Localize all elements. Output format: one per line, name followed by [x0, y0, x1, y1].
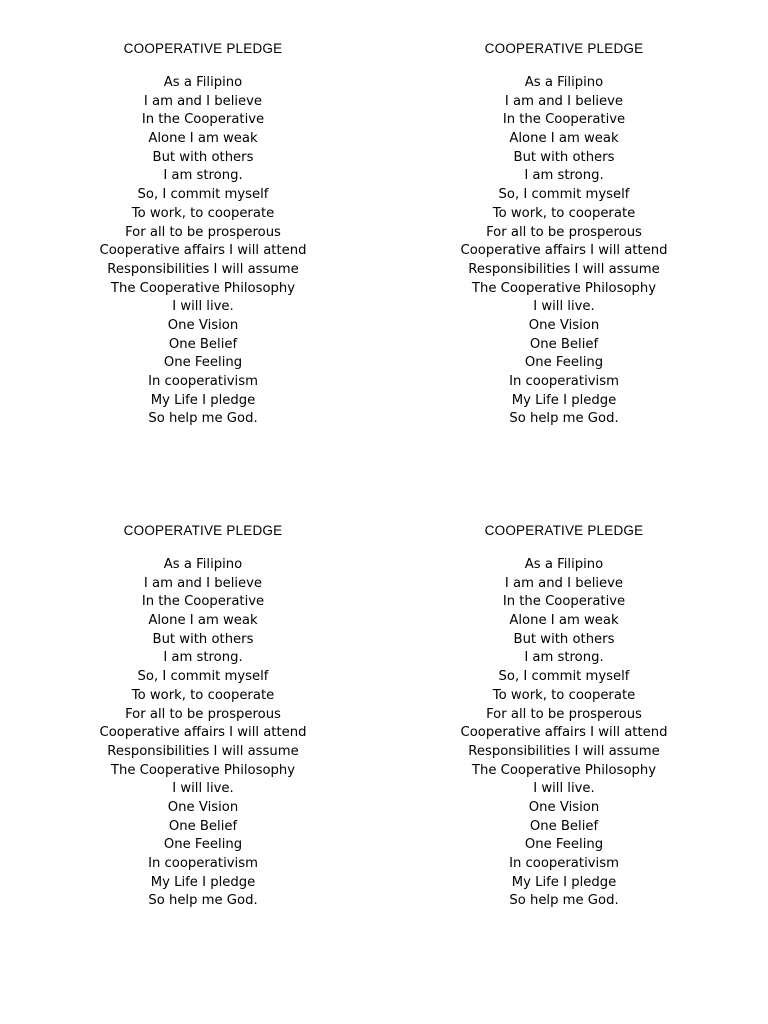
pledge-line: One Belief [168, 336, 238, 352]
pledge-line: Cooperative affairs I will attend [99, 243, 307, 259]
pledge-line: Alone I am weak [148, 613, 258, 629]
pledge-body [33, 74, 373, 429]
pledge-line: In the Cooperative [502, 594, 626, 610]
pledge-line: Responsibilities I will assume [107, 743, 299, 759]
pledge-line: So help me God. [509, 411, 619, 427]
pledge-line: My Life I pledge [150, 874, 256, 890]
pledge-line: Alone I am weak [509, 131, 619, 147]
pledge-line: I am and I believe [504, 93, 624, 109]
pledge-line: I am strong. [163, 650, 243, 666]
pledge-line: I will live. [533, 781, 595, 797]
pledge-line: So, I commit myself [137, 669, 269, 685]
pledge-body [394, 74, 734, 429]
pledge-line: Alone I am weak [148, 131, 258, 147]
pledge-line: Cooperative affairs I will attend [460, 725, 668, 741]
pledge-line: So, I commit myself [498, 669, 630, 685]
pledge-line: One Vision [528, 799, 600, 815]
pledge-title: COOPERATIVE PLEDGE [123, 41, 283, 56]
pledge-title: COOPERATIVE PLEDGE [484, 523, 644, 538]
pledge-line: I am and I believe [143, 575, 263, 591]
pledge-line: Cooperative affairs I will attend [99, 725, 307, 741]
pledge-line: In the Cooperative [502, 112, 626, 128]
pledge-line: One Belief [529, 818, 599, 834]
pledge-line: So help me God. [148, 893, 258, 909]
pledge-line: As a Filipino [163, 557, 243, 572]
pledge-line: But with others [513, 631, 615, 647]
pledge-line: In cooperativism [509, 374, 619, 389]
pledge-line: My Life I pledge [511, 392, 617, 408]
pledge-title: COOPERATIVE PLEDGE [123, 523, 283, 538]
pledge-line: But with others [152, 149, 254, 165]
pledge-line: But with others [513, 149, 615, 165]
pledge-line: In cooperativism [148, 374, 258, 389]
pledge-line: One Feeling [524, 837, 604, 853]
pledge-line: My Life I pledge [150, 392, 256, 408]
pledge-line: To work, to cooperate [492, 205, 636, 221]
pledge-line: As a Filipino [524, 75, 604, 90]
pledge-line: My Life I pledge [511, 874, 617, 890]
pledge-line: The Cooperative Philosophy [110, 280, 296, 296]
pledge-line: As a Filipino [524, 557, 604, 572]
pledge-line: So, I commit myself [137, 187, 269, 203]
pledge-line: One Feeling [163, 355, 243, 371]
pledge-block-top-left [33, 40, 373, 429]
pledge-line: For all to be prosperous [125, 706, 281, 722]
pledge-line: But with others [152, 631, 254, 647]
pledge-body [33, 556, 373, 911]
pledge-line: To work, to cooperate [131, 687, 275, 703]
pledge-line: I am strong. [524, 650, 604, 666]
pledge-line: For all to be prosperous [486, 706, 642, 722]
pledge-line: Responsibilities I will assume [468, 743, 660, 759]
pledge-line: So help me God. [148, 411, 258, 427]
pledge-line: I am strong. [524, 168, 604, 184]
pledge-block-top-right [394, 40, 734, 429]
pledge-block-bottom-left [33, 522, 373, 911]
pledge-line: In cooperativism [148, 856, 258, 871]
pledge-line: One Vision [167, 317, 239, 333]
pledge-line: The Cooperative Philosophy [471, 280, 657, 296]
pledge-line: One Feeling [524, 355, 604, 371]
pledge-line: For all to be prosperous [125, 224, 281, 240]
pledge-line: As a Filipino [163, 75, 243, 90]
pledge-block-bottom-right [394, 522, 734, 911]
pledge-line: I am strong. [163, 168, 243, 184]
pledge-line: One Vision [528, 317, 600, 333]
pledge-line: One Vision [167, 799, 239, 815]
pledge-line: So help me God. [509, 893, 619, 909]
pledge-line: I will live. [172, 299, 234, 315]
pledge-line: Responsibilities I will assume [468, 261, 660, 277]
pledge-title: COOPERATIVE PLEDGE [484, 41, 644, 56]
pledge-line: I will live. [533, 299, 595, 315]
pledge-line: Cooperative affairs I will attend [460, 243, 668, 259]
pledge-line: To work, to cooperate [492, 687, 636, 703]
pledge-line: One Feeling [163, 837, 243, 853]
pledge-line: One Belief [529, 336, 599, 352]
pledge-line: To work, to cooperate [131, 205, 275, 221]
pledge-line: I am and I believe [143, 93, 263, 109]
pledge-line: The Cooperative Philosophy [471, 762, 657, 778]
pledge-line: Alone I am weak [509, 613, 619, 629]
pledge-line: One Belief [168, 818, 238, 834]
pledge-line: In cooperativism [509, 856, 619, 871]
pledge-line: I am and I believe [504, 575, 624, 591]
pledge-body [394, 556, 734, 911]
pledge-line: In the Cooperative [141, 594, 265, 610]
pledge-line: In the Cooperative [141, 112, 265, 128]
pledge-line: I will live. [172, 781, 234, 797]
pledge-line: So, I commit myself [498, 187, 630, 203]
pledge-line: For all to be prosperous [486, 224, 642, 240]
pledge-line: Responsibilities I will assume [107, 261, 299, 277]
pledge-line: The Cooperative Philosophy [110, 762, 296, 778]
